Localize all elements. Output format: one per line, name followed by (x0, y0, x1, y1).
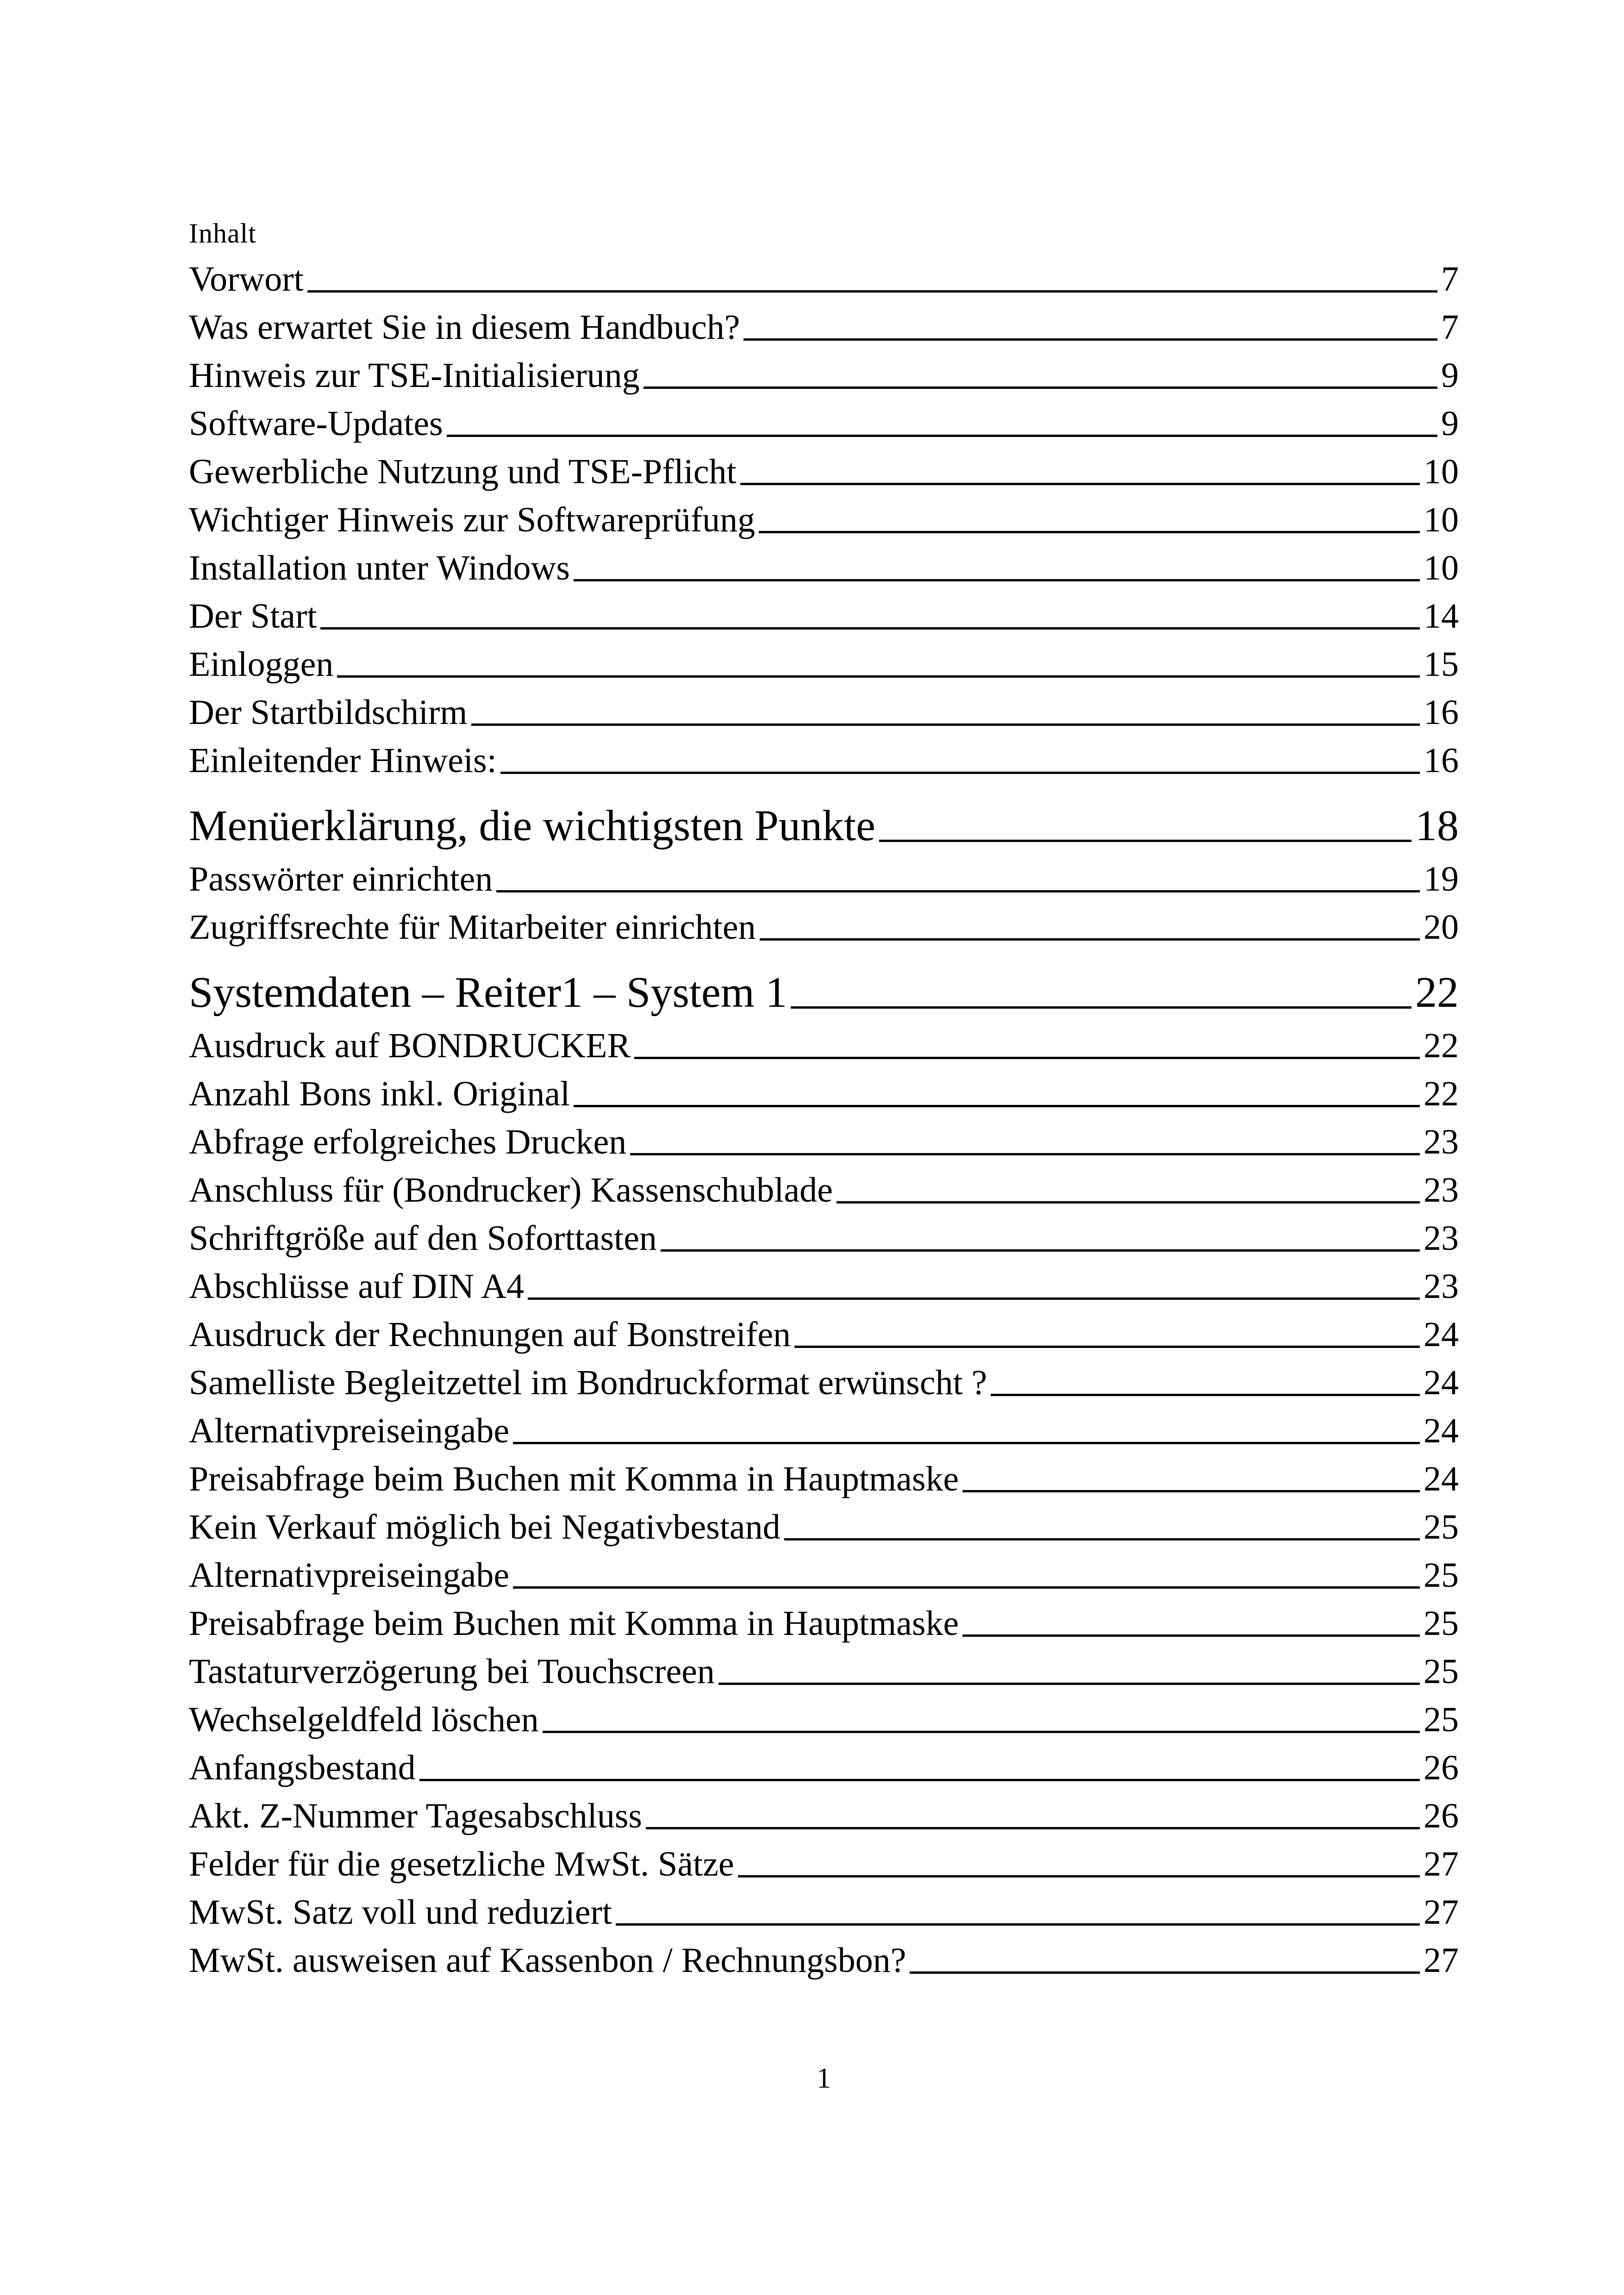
toc-row (189, 406, 1459, 441)
toc-leader-line (447, 435, 1437, 437)
toc-entry-label: Abschlüsse auf DIN A4 (189, 1267, 525, 1306)
toc-row (189, 1654, 1459, 1689)
toc-leader-line (740, 483, 1420, 485)
toc-page-number: 15 (1424, 645, 1459, 684)
toc-entry-label: Ausdruck der Rechnungen auf Bonstreifen (189, 1315, 791, 1354)
toc-leader-line (471, 723, 1420, 726)
toc-row (189, 1124, 1459, 1160)
toc-page-number: 24 (1424, 1459, 1459, 1498)
toc-entry-label: Schriftgröße auf den Soforttasten (189, 1219, 657, 1258)
toc-entry-label: MwSt. Satz voll und reduziert (189, 1893, 612, 1932)
toc-leader-line (738, 1875, 1420, 1877)
toc-entry-label: Gewerbliche Nutzung und TSE-Pflicht (189, 452, 737, 491)
toc-page-number: 25 (1424, 1604, 1459, 1643)
toc-row (189, 1413, 1459, 1448)
toc-page-number: 16 (1424, 741, 1459, 780)
toc-row (189, 861, 1459, 897)
toc-page-number: 23 (1424, 1171, 1459, 1210)
toc-row (189, 454, 1459, 489)
toc-row (189, 599, 1459, 634)
toc-page-number: 18 (1415, 802, 1459, 850)
toc-entry-label: Anzahl Bons inkl. Original (189, 1074, 570, 1113)
toc-entry-label: Ausdruck auf BONDRUCKER (189, 1026, 631, 1065)
toc-page-number: 7 (1441, 260, 1459, 299)
toc-leader-line (513, 1586, 1420, 1589)
toc-leader-line (910, 1971, 1420, 1974)
toc-row (189, 1172, 1459, 1208)
toc-page-number: 27 (1424, 1893, 1459, 1932)
toc-leader-line (513, 1442, 1420, 1444)
toc-page-number: 16 (1424, 693, 1459, 732)
toc-leader-line (616, 1923, 1420, 1926)
toc-leader-line (743, 338, 1437, 341)
toc-leader-line (791, 1006, 1412, 1009)
toc-page-number: 25 (1424, 1508, 1459, 1547)
toc-entry-label: Akt. Z-Nummer Tagesabschluss (189, 1796, 642, 1835)
toc-leader-line (646, 1827, 1420, 1829)
toc-row (189, 647, 1459, 682)
toc-leader-line (991, 1394, 1420, 1396)
toc-row (189, 262, 1459, 297)
toc-leader-line (962, 1634, 1420, 1637)
toc-leader-line (718, 1683, 1420, 1685)
toc-page-number: 19 (1424, 860, 1459, 898)
toc-entry-label: Installation unter Windows (189, 549, 570, 587)
toc-page-number: 20 (1424, 908, 1459, 947)
toc-leader-line (759, 531, 1420, 533)
toc-entry-label: Menüerklärung, die wichtigsten Punkte (189, 802, 875, 850)
toc-leader-line (784, 1538, 1420, 1540)
toc-entry-label: Samelliste Begleitzettel im Bondruckformat erwünscht ? (189, 1363, 987, 1402)
toc-row (189, 1558, 1459, 1593)
toc-page-number: 25 (1424, 1700, 1459, 1739)
toc-page-number: 22 (1424, 1026, 1459, 1065)
toc-page-number: 10 (1424, 549, 1459, 587)
toc-row (189, 358, 1459, 393)
toc-list (189, 262, 1459, 1978)
toc-leader-line (419, 1779, 1420, 1781)
toc-page-number: 10 (1424, 500, 1459, 539)
toc-page-number: 9 (1441, 356, 1459, 395)
toc-page-number: 23 (1424, 1219, 1459, 1258)
toc-entry-label: Wichtiger Hinweis zur Softwareprüfung (189, 500, 756, 539)
toc-leader-line (794, 1346, 1420, 1348)
toc-leader-line (962, 1490, 1420, 1492)
toc-leader-line (643, 387, 1437, 389)
toc-entry-label: Vorwort (189, 260, 304, 299)
toc-row (189, 1895, 1459, 1930)
toc-row (189, 1509, 1459, 1545)
toc-entry-label: MwSt. ausweisen auf Kassenbon / Rechnungsbon? (189, 1941, 906, 1980)
toc-row (189, 804, 1459, 848)
toc-leader-line (337, 675, 1420, 678)
toc-row (189, 1365, 1459, 1400)
toc-row (189, 1943, 1459, 1978)
toc-row (189, 1750, 1459, 1785)
toc-leader-line (320, 627, 1420, 630)
toc-page-number: 25 (1424, 1652, 1459, 1691)
toc-page-number: 24 (1424, 1315, 1459, 1354)
toc-page-number: 25 (1424, 1556, 1459, 1595)
toc-page-number: 27 (1424, 1941, 1459, 1980)
toc-entry-label: Software-Updates (189, 404, 443, 443)
toc-leader-line (528, 1297, 1420, 1300)
toc-page-number: 10 (1424, 452, 1459, 491)
toc-entry-label: Abfrage erfolgreiches Drucken (189, 1123, 627, 1161)
toc-row (189, 1461, 1459, 1497)
toc-leader-line (496, 890, 1420, 892)
toc-entry-label: Alternativpreiseingabe (189, 1556, 510, 1595)
toc-leader-line (500, 772, 1420, 774)
toc-entry-label: Tastaturverzögerung bei Touchscreen (189, 1652, 715, 1691)
toc-page-number: 24 (1424, 1411, 1459, 1450)
toc-entry-label: Passwörter einrichten (189, 860, 493, 898)
toc-entry-label: Systemdaten – Reiter1 – System 1 (189, 968, 787, 1017)
toc-page-number: 26 (1424, 1796, 1459, 1835)
toc-row (189, 550, 1459, 586)
toc-entry-label: Zugriffsrechte für Mitarbeiter einrichten (189, 908, 756, 947)
toc-page-number: 22 (1424, 1074, 1459, 1113)
toc-entry-label: Anschluss für (Bondrucker) Kassenschublade (189, 1171, 833, 1210)
toc-page-number: 26 (1424, 1748, 1459, 1787)
toc-row (189, 1028, 1459, 1063)
toc-row (189, 1702, 1459, 1737)
toc-entry-label: Hinweis zur TSE-Initialisierung (189, 356, 640, 395)
toc-leader-line (634, 1057, 1420, 1059)
toc-row (189, 502, 1459, 537)
toc-page-number: 14 (1424, 597, 1459, 636)
toc-leader-line (574, 579, 1420, 581)
toc-page-number: 23 (1424, 1267, 1459, 1306)
toc-page-number: 9 (1441, 404, 1459, 443)
toc-page-number: 24 (1424, 1363, 1459, 1402)
toc-page-number: 22 (1415, 968, 1459, 1017)
toc-entry-label: Kein Verkauf möglich bei Negativbestand (189, 1508, 781, 1547)
footer-page-number: 1 (817, 2063, 831, 2094)
toc-leader-line (543, 1731, 1420, 1733)
toc-entry-label: Einleitender Hinweis: (189, 741, 497, 780)
toc-entry-label: Felder für die gesetzliche MwSt. Sätze (189, 1845, 734, 1883)
toc-leader-line (879, 840, 1412, 842)
toc-row (189, 695, 1459, 730)
toc-row (189, 968, 1459, 1017)
toc-row (189, 1317, 1459, 1352)
toc-entry-label: Preisabfrage beim Buchen mit Komma in Hauptmaske (189, 1604, 959, 1643)
toc-entry-label: Einloggen (189, 645, 334, 684)
toc-leader-line (307, 290, 1437, 293)
toc-row (189, 1076, 1459, 1111)
toc-leader-line (630, 1153, 1420, 1155)
toc-entry-label: Der Startbildschirm (189, 693, 468, 732)
toc-row (189, 1221, 1459, 1256)
toc-entry-label: Wechselgeldfeld löschen (189, 1700, 539, 1739)
toc-row (189, 1269, 1459, 1304)
toc-page-number: 7 (1441, 308, 1459, 347)
toc-leader-line (574, 1105, 1420, 1107)
toc-entry-label: Der Start (189, 597, 317, 636)
toc-entry-label: Preisabfrage beim Buchen mit Komma in Hauptmaske (189, 1459, 959, 1498)
toc-leader-line (661, 1249, 1420, 1252)
toc-page-number: 23 (1424, 1123, 1459, 1161)
toc-row (189, 743, 1459, 778)
toc-row (189, 1606, 1459, 1641)
toc-row (189, 310, 1459, 345)
toc-row (189, 1798, 1459, 1834)
toc-entry-label: Was erwartet Sie in diesem Handbuch? (189, 308, 740, 347)
toc-row (189, 910, 1459, 945)
toc-entry-label: Anfangsbestand (189, 1748, 416, 1787)
toc-page-number: 27 (1424, 1845, 1459, 1883)
toc-entry-label: Alternativpreiseingabe (189, 1411, 510, 1450)
toc-leader-line (760, 938, 1420, 941)
toc-row (189, 1846, 1459, 1882)
toc-leader-line (837, 1201, 1420, 1204)
toc-heading: Inhalt (189, 218, 256, 249)
